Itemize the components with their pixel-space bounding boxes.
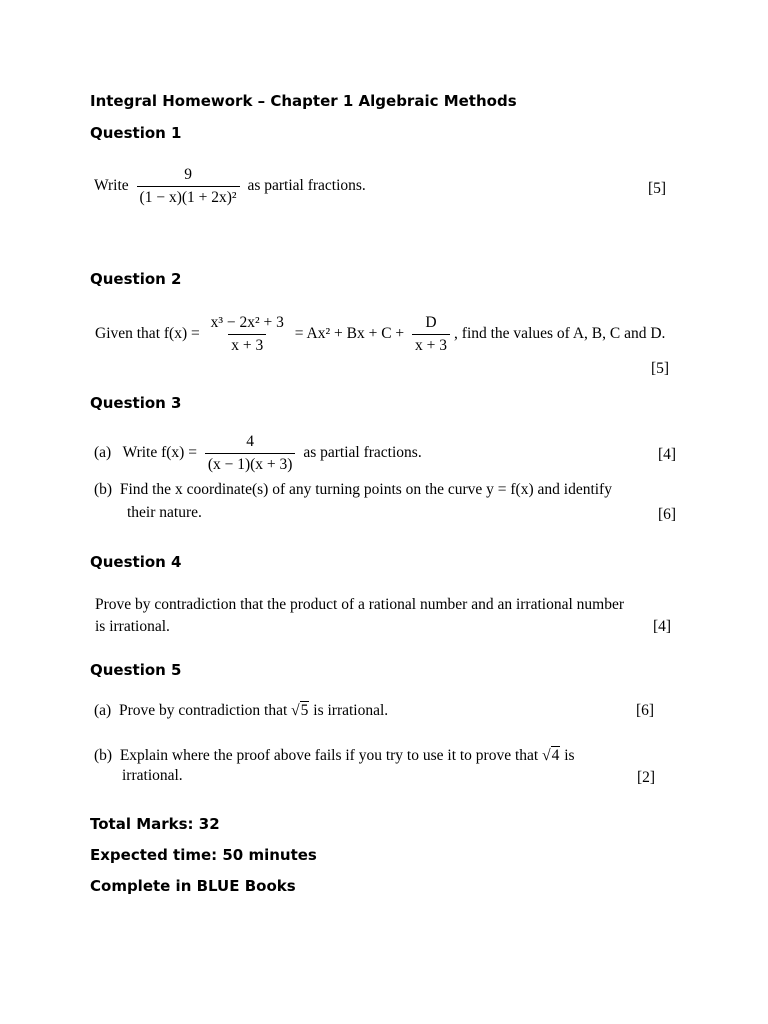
question-5a-marks: [6] (636, 702, 655, 719)
question-5b-marks: [2] (637, 769, 656, 786)
question-3a-marks: [4] (658, 446, 677, 463)
question-3b-line-1: (b) Find the x coordinate(s) of any turning points on the curve y = f(x) and identify (94, 481, 612, 498)
question-4-marks: [4] (653, 618, 672, 635)
question-3b-marks: [6] (658, 506, 677, 523)
expected-time: Expected time: 50 minutes (90, 846, 317, 864)
question-1-marks: [5] (648, 180, 667, 197)
question-1-heading: Question 1 (90, 124, 182, 142)
question-3a-text: (a) Write f(x) = $\frac{4}{(x - 1)(x + 3)}$ as partial fractions. (94, 433, 422, 473)
question-4-line-1: Prove by contradiction that the product of a rational number and an irrational number (95, 596, 624, 613)
page-title: Integral Homework – Chapter 1 Algebraic Methods (90, 92, 517, 110)
total-marks: Total Marks: 32 (90, 815, 220, 833)
question-3-heading: Question 3 (90, 394, 182, 412)
question-5-heading: Question 5 (90, 661, 182, 679)
question-3b-line-2: their nature. (127, 504, 202, 521)
question-5b-line-2: irrational. (122, 767, 183, 784)
question-1-fraction: $\frac{9}{\text{(1 − x)(1 + 2x)²}}$ (137, 166, 240, 207)
sqrt-5: √5 (291, 702, 309, 719)
question-3a-fraction: $\frac{4}{(x - 1)(x + 3)}$ (205, 433, 296, 474)
question-1-text: Write $\frac{9}{\text{(1 − x)(1 + 2x)²}}$ as partial fractions. (94, 166, 366, 206)
question-2-heading: Question 2 (90, 270, 182, 288)
question-4-line-2: is irrational. (95, 618, 170, 635)
completion-note: Complete in BLUE Books (90, 877, 296, 895)
question-2-marks: [5] (651, 360, 670, 377)
question-4-heading: Question 4 (90, 553, 182, 571)
sqrt-4: √4 (542, 747, 560, 764)
question-2-fraction-1: $\frac{\text{x³ − 2x² + 3}}{x + 3}$ (210, 314, 284, 354)
question-2-text: Given that f(x) = $\frac{\text{x³ − 2x² + 3}}{x + 3}$ = Ax² + Bx + C + $\frac{D}{x + 3}$ , find the values of A, B, C and D. (95, 314, 666, 354)
question-2-fraction-2: $\frac{D}{x + 3}$ (412, 314, 450, 355)
question-5b-line-1: (b) Explain where the proof above fails if you try to use it to prove that √4 is (94, 747, 575, 764)
question-5a-text: (a) Prove by contradiction that √5 is irrational. (94, 702, 389, 719)
